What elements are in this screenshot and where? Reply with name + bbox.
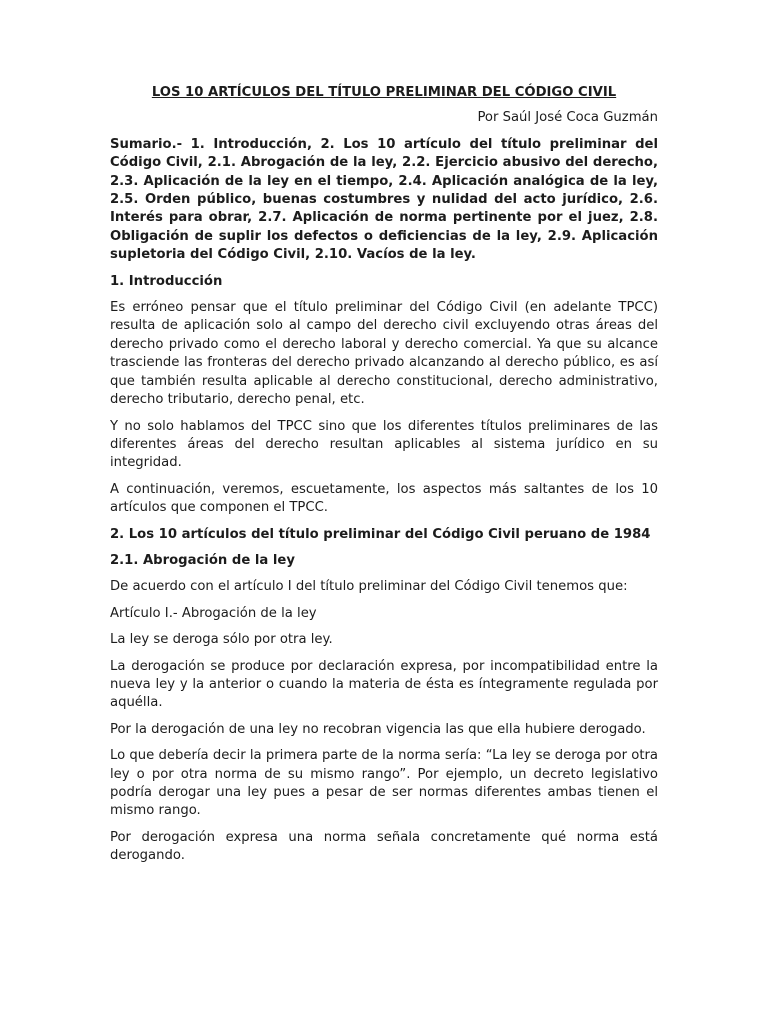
document-title: LOS 10 ARTÍCULOS DEL TÍTULO PRELIMINAR DEL CÓDIGO CIVIL xyxy=(151,85,617,100)
document-page xyxy=(110,84,658,874)
subsection-heading-abrogacion: 2.1. Abrogación de la ley xyxy=(110,552,295,568)
paragraph: Por la derogación de una ley no recobran vigencia las que ella hubiere derogado. xyxy=(110,721,646,737)
document-author: Por Saúl José Coca Guzmán xyxy=(477,110,658,126)
section-heading-introduction: 1. Introducción xyxy=(110,273,223,289)
paragraph: Lo que debería decir la primera parte de la norma sería: “La ley se deroga por otra ley o por otra norma de su mismo rango”. Por ejemplo, un decreto legislativo podría derogar una ley pues a pesar de ser normas diferentes ambas tienen el mismo rango. xyxy=(110,748,658,819)
paragraph: Por derogación expresa una norma señala concretamente qué norma está derogando. xyxy=(110,829,658,864)
paragraph: Y no solo hablamos del TPCC sino que los diferentes títulos preliminares de las diferentes áreas del derecho resultan aplicables al sistema jurídico en su integridad. xyxy=(110,418,658,471)
article-title: Artículo I.- Abrogación de la ley xyxy=(110,605,317,621)
paragraph: La derogación se produce por declaración expresa, por incompatibilidad entre la nueva ley y la anterior o cuando la materia de ésta es íntegramente regulada por aquélla. xyxy=(110,658,658,711)
paragraph: De acuerdo con el artículo I del título preliminar del Código Civil tenemos que: xyxy=(110,579,628,595)
paragraph: A continuación, veremos, escuetamente, los aspectos más saltantes de los 10 artículos que componen el TPCC. xyxy=(110,481,658,516)
section-heading-articles: 2. Los 10 artículos del título preliminar del Código Civil peruano de 1984 xyxy=(110,526,651,542)
paragraph: La ley se deroga sólo por otra ley. xyxy=(110,632,333,648)
paragraph: Es erróneo pensar que el título preliminar del Código Civil (en adelante TPCC) resulta de aplicación solo al campo del derecho civil excluyendo otras áreas del derecho privado como el derecho laboral y derecho comercial. Ya que su alcance trasciende las fronteras del derecho privado alcanzando al derecho público, es así que también resulta aplicable al derecho constitucional, derecho administrativo, derecho tributario, derecho penal, etc. xyxy=(110,300,658,408)
document-summary: Sumario.- 1. Introducción, 2. Los 10 artículo del título preliminar del Código Civil, 2.1. Abrogación de la ley, 2.2. Ejercicio abusivo del derecho, 2.3. Aplicación de la ley en el tiempo, 2.4. Aplicación analógica de la ley, 2.5. Orden público, buenas costumbres y nulidad del acto jurídico, 2.6. Interés para obrar, 2.7. Aplicación de norma pertinente por el juez, 2.8. Obligación de suplir los defectos o deficiencias de la ley, 2.9. Aplicación supletoria del Código Civil, 2.10. Vacíos de la ley. xyxy=(110,136,658,263)
